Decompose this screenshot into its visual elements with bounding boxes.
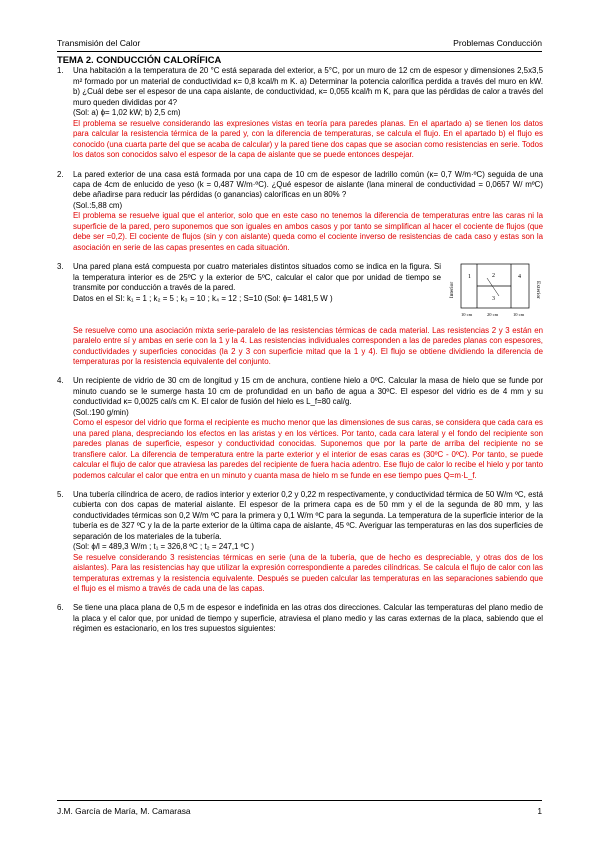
- problem-5: [57, 490, 543, 595]
- problem-explanation: Se resuelve como una asociación mixta serie-paralelo de las resistencias térmicas de cada material. Las resistencias 2 y 3 están en paralelo entre sí y ambas en serie con la 1 y la 4. Las resistencias individuales corresponden a las de paredes planas con espesores, conductividades y superficies conocidas (la 2 y 3 con superficie mitad que la 1 y 4). El flujo se obtiene dividiendo la diferencia de temperaturas por la resistencia equivalente del conjunto.: [73, 325, 543, 366]
- header-section-title: Problemas Conducción: [453, 38, 542, 48]
- problem-number: 4.: [57, 376, 64, 386]
- figure-dim-3: 10 cm: [513, 312, 525, 318]
- header-course-title: Transmisión del Calor: [57, 38, 141, 48]
- page-footer: [57, 806, 542, 816]
- problem-number: 5.: [57, 489, 64, 499]
- chapter-title: TEMA 2. CONDUCCIÓN CALORÍFICA: [57, 54, 222, 65]
- problem-4: [57, 376, 543, 481]
- problem-explanation: El problema se resuelve igual que el anterior, solo que en este caso no tenemos la diferencia de temperaturas entre las caras ni la superficie de la pared, pero suponemos que son iguales en ambos casos y por tanto se simplifican al hacer el cociente de flujos (que debe ser =0,2). El cociente de flujos (sin y con aislante) queda como el cociente inverso de resistencias de cada caso y estas son la asociación en serie de las capas presentes en cada situación.: [73, 211, 543, 252]
- page-number: 1: [537, 806, 542, 816]
- problem-solution: (Sol.:5,88 cm): [73, 200, 123, 210]
- figure-cell-3: 3: [492, 296, 495, 303]
- figure-label-interior: Interior: [449, 281, 455, 299]
- problem-solution: (Sol: ϕ/l = 489,3 W/m ; t₁ = 326,8 ºC ; t₂ = 247,1 ºC ): [73, 542, 255, 552]
- problem-number: 1.: [57, 66, 64, 76]
- problem-number: 3.: [57, 262, 64, 272]
- problem-number: 2.: [57, 169, 64, 179]
- problem-3: [57, 262, 543, 367]
- problem-statement: Una pared plana está compuesta por cuatro materiales distintos situados como se indica en la figura. Si la temperatura interior es de 25ºC y la exterior de 5ºC, calcular el calor que por unidad de tiempo se transmite por conducción a través de la pared.: [73, 262, 441, 293]
- problem-6: [57, 603, 543, 634]
- problem-solution: (Sol: a) ϕ= 1,02 kW; b) 2,5 cm): [73, 108, 181, 118]
- problem-explanation: Se resuelve considerando 3 resistencias térmicas en serie (una de la tubería, que de hecho es despreciable, y otras dos de los aislantes). Para las resistencias hay que utilizar la expresión correspondiente a paredes cilíndricas. Se calcula el flujo de calor con las temperaturas extremas y la resistencia equivalente. Después se pueden calcular las temperaturas en las separaciones sabiendo que el flujo es el mismo a través de cada una de las capas.: [73, 552, 543, 594]
- figure-cell-2: 2: [492, 273, 495, 280]
- problem-explanation: Como el espesor del vidrio que forma el recipiente es mucho menor que las dimensiones de sus caras, se considera que cada cara es una pared plana, despreciando los efectos en las aristas y en los vértices. Por tanto, cada cara lateral y el fondo del recipiente son paredes planas de superficie, espesor y conductividad conocidas. Suponemos que por la parte de arriba del recipiente no se transfiere calor. La diferencia de temperatura entre la parte exterior y el interior de esas caras es (30ºC - 0ºC). Por tanto, se puede calcular el flujo de calor que atraviesa las paredes del recipiente de fuera hacia adentro. Ese flujo de calor lo recibe el hielo y por tanto podemos calcular el calor que entra en un minuto y cuanta masa de hielo m se funde en ese tiempo pues Q=m·L_f.: [73, 418, 543, 480]
- page-header: [57, 38, 542, 48]
- problem-1: [57, 66, 543, 160]
- figure-cell-1: 1: [468, 274, 471, 281]
- figure-dim-2: 20 cm: [487, 312, 499, 318]
- figure-label-exterior: Exterior: [535, 281, 541, 300]
- problem-statement: Un recipiente de vidrio de 30 cm de longitud y 15 cm de anchura, contiene hielo a 0ºC. Calcular la masa de hielo que se funde por minuto cuando se le sumerge hasta 10 cm de profundidad en un baño de agua a 30ºC. El espesor del vidrio es de 4 mm y su conductividad κ= 0,0025 cal/s cm K. El calor de fusión del hielo es L_f=80 cal/g.: [73, 376, 543, 407]
- problem-statement: La pared exterior de una casa está formada por una capa de 10 cm de espesor de ladrillo común (κ= 0,7 W/m·ºC) seguida de una capa de 4cm de enlucido de yeso (k = 0,487 W/m·ºC). ¿Qué espesor de aislante (lana mineral de conductividad = 0,0657 W/ mºC) debe añadirse para reducir las pérdidas (o ganancias) caloríficas en un 80% ?: [73, 169, 543, 200]
- problem-data: Datos en el SI: k₁ = 1 ; k₂ = 5 ; k₃ = 10 ; k₄ = 12 ; S=10 (Sol: ϕ= 1481,5 W ): [73, 293, 333, 303]
- page-content: [57, 55, 543, 644]
- footer-rule: [57, 800, 542, 801]
- problem-2: [57, 170, 543, 254]
- footer-authors: J.M. García de María, M. Camarasa: [57, 806, 191, 816]
- problem-statement: Una habitación a la temperatura de 20 °C está separada del exterior, a 5°C, por un muro de 12 cm de espesor y dimensiones 2,5x3,5 m² formado por un material de conductividad κ= 0,8 kcal/h m K. a) Determinar la potencia calorífica perdida a través del muro en kW. b) ¿Cuál debe ser el espesor de una capa aislante, de conductividad, κ= 0,055 kcal/h m K, para que las pérdidas de calor a través del muro queden divididas por 4?: [73, 66, 543, 107]
- problem-statement: Una tubería cilíndrica de acero, de radios interior y exterior 0,2 y 0,22 m respectivamente, y conductividad térmica de 50 W/m ºC, está cubierta con dos capas de material aislante. El espesor de la primera capa es de 50 mm y el de la segunda de 80 mm, y las conductividades térmicas son 0,2 W/m ºC para la primera y 0,1 W/m ºC para la segunda. La temperatura de la superficie interior de la tubería es de 327 ºC y la de la parte exterior de la última capa de aislante, 45 ºC. Averiguar las temperaturas en las dos superficies de separación de los materiales de la tubería.: [73, 489, 543, 541]
- problem-number: 6.: [57, 603, 64, 613]
- composite-wall-figure: [447, 260, 543, 325]
- problem-solution: (Sol.:190 g/min): [73, 407, 129, 417]
- figure-dim-1: 10 cm: [461, 312, 473, 318]
- header-rule: [57, 51, 542, 52]
- problem-explanation: El problema se resuelve considerando las expresiones vistas en teoría para paredes planas. En el apartado a) se tienen los datos para calcular la resistencia térmica de la pared y, con la diferencia de temperaturas, se calcula el flujo. En el apartado b) el flujo es conocido (una cuarta parte del que se acaba de calcular) y la pared tiene dos capas que se asocian como resistencias en serie. Todos los datos son conocidos salvo el espesor de la capa de aislante que se puede entonces despejar.: [73, 118, 543, 160]
- problem-statement: Se tiene una placa plana de 0,5 m de espesor e indefinida en las otras dos direcciones. Calcular las temperaturas del plano medio de la placa y el calor que, por unidad de tiempo y superficie, atraviesa el plano medio y las caras externas de la placa, sabiendo que el régimen es estacionario, en los tres supuestos siguientes:: [73, 603, 543, 634]
- figure-cell-4: 4: [518, 274, 521, 281]
